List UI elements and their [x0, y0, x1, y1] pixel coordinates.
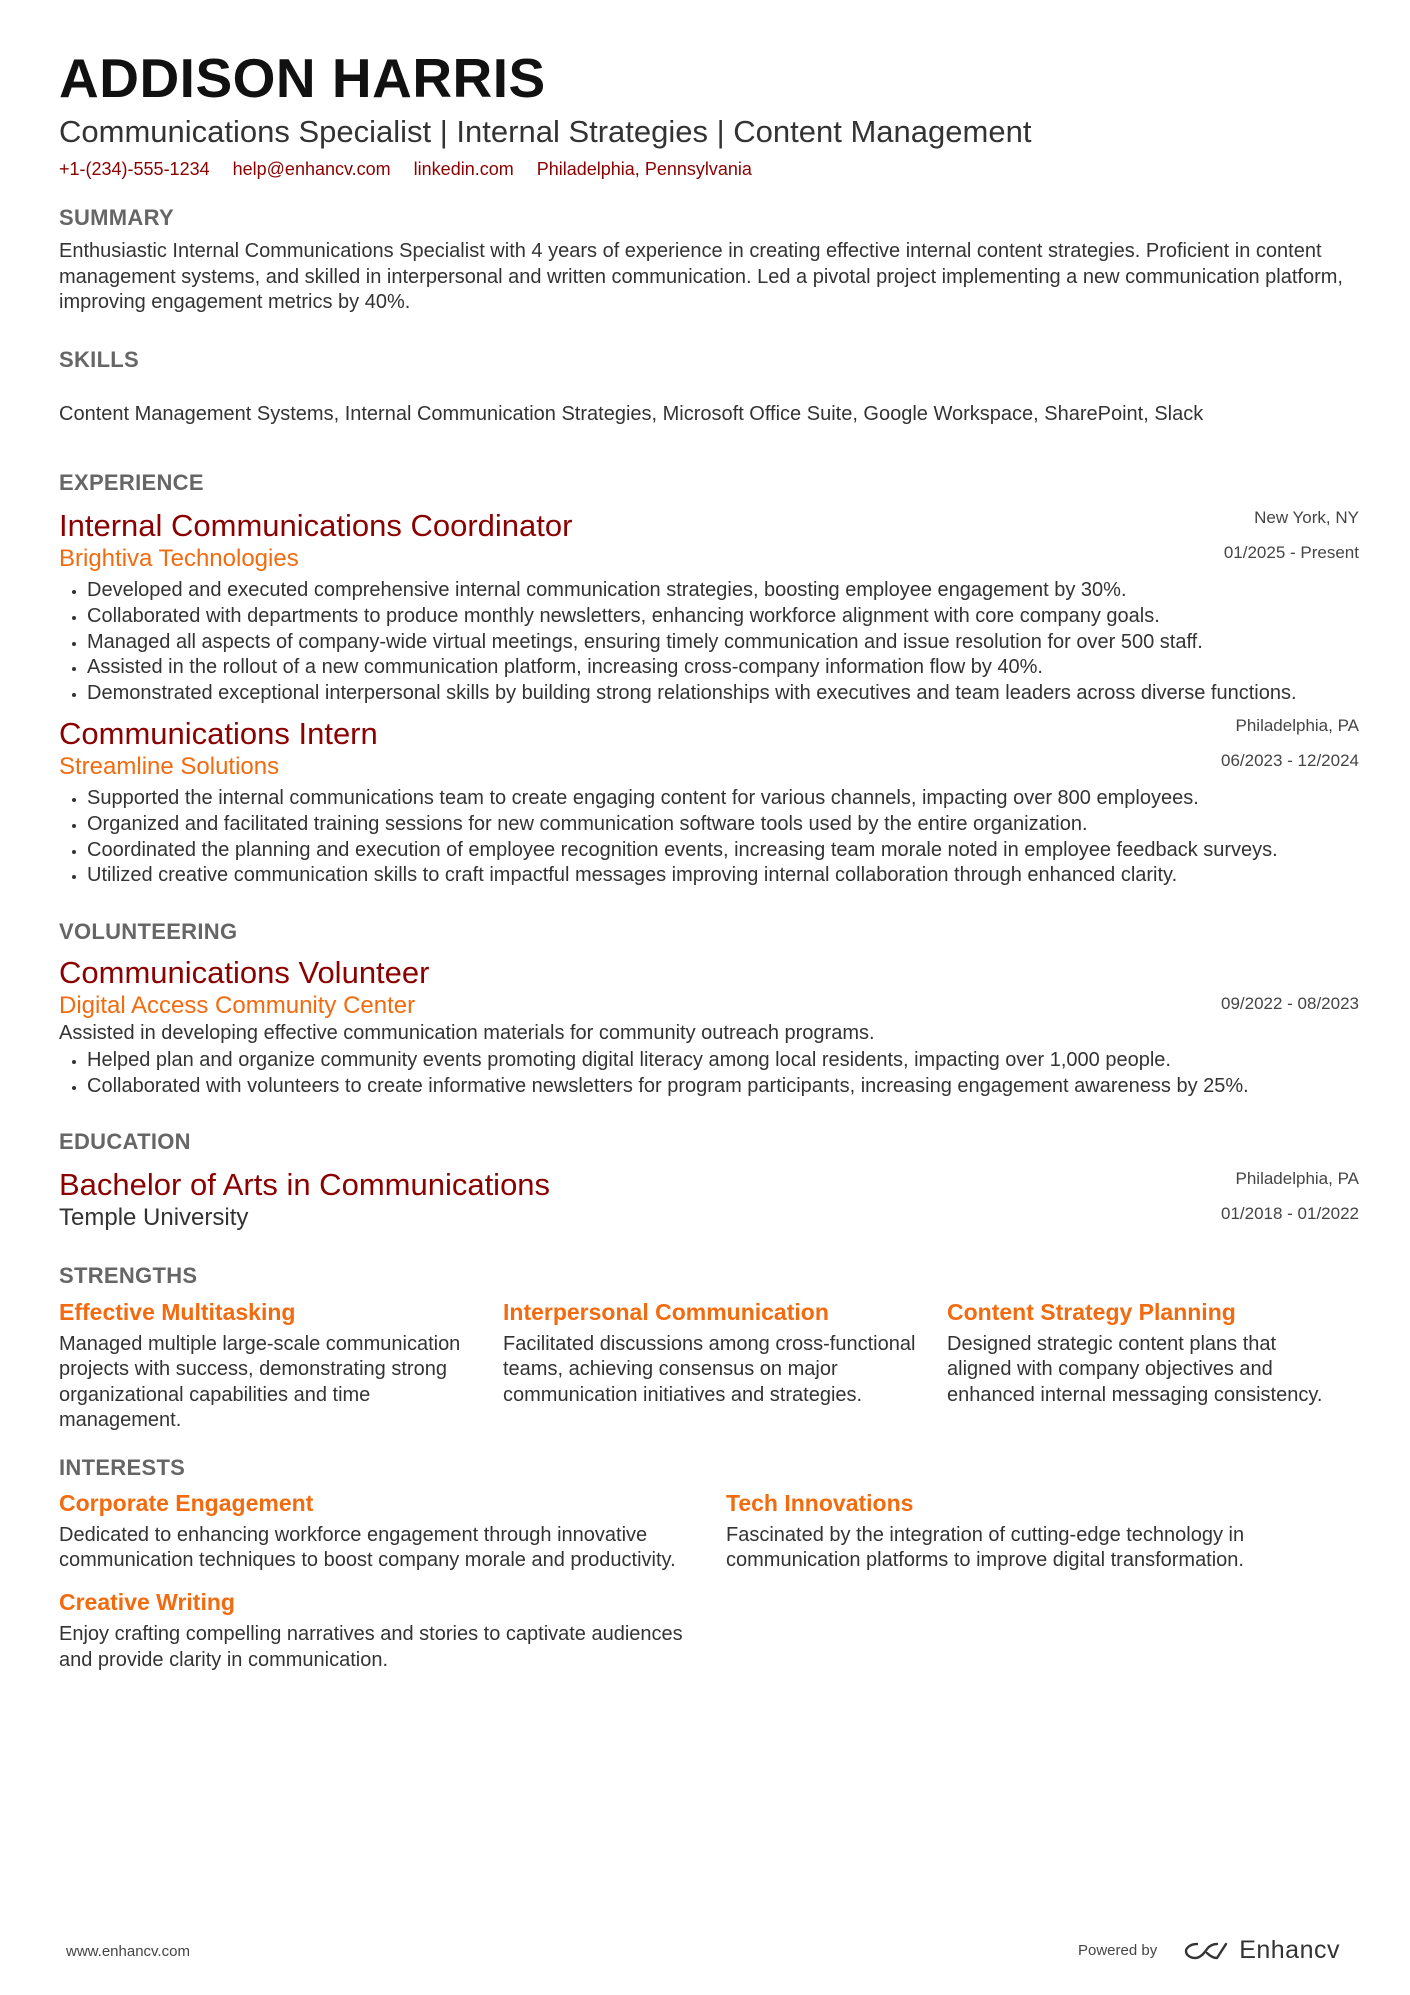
- enhancv-logo-text: Enhancv: [1239, 1936, 1340, 1964]
- candidate-headline: Communications Specialist | Internal Strategies | Content Management: [59, 114, 1032, 149]
- interests-grid: [59, 1489, 1359, 1673]
- experience-entry: [59, 716, 1359, 888]
- job-dates: 01/2025 - Present: [1223, 543, 1359, 563]
- job-bullet: • Managed all aspects of company-wide virtual meetings, ensuring timely communication and issue resolution for over 500 staff.: [87, 630, 1359, 656]
- powered-by-label: Powered by: [1077, 1942, 1158, 1959]
- interest-title: Creative Writing: [59, 1589, 235, 1616]
- skills-heading: SKILLS: [59, 346, 140, 372]
- experience-entry: [59, 508, 1359, 706]
- education-heading: EDUCATION: [59, 1128, 191, 1154]
- job-title: Internal Communications Coordinator: [59, 508, 573, 544]
- volunteer-bullet: • Helped plan and organize community events promoting digital literacy among local residents, impacting over 1,000 people.: [87, 1048, 1359, 1074]
- interest-title: Corporate Engagement: [59, 1489, 314, 1516]
- education-location: Philadelphia, PA: [1235, 1168, 1359, 1188]
- strengths-heading: STRENGTHS: [59, 1262, 198, 1288]
- volunteering-heading: VOLUNTEERING: [59, 918, 238, 944]
- footer-branding: [1078, 1936, 1340, 1965]
- contact-line: [59, 158, 1359, 180]
- contact-phone[interactable]: +1-(234)-555-1234: [59, 159, 210, 179]
- summary-text: Enthusiastic Internal Communications Specialist with 4 years of experience in creating effective internal content strategies. Proficient in content management systems, and skilled in interpersonal and written communication. Led a pivotal project implementing a new communication platform, improving engagement metrics by 40%.: [59, 240, 1343, 314]
- strength-item: [947, 1298, 1359, 1434]
- volunteer-dates: 09/2022 - 08/2023: [1220, 993, 1359, 1013]
- job-bullets: [59, 578, 1359, 706]
- volunteering-entry: [59, 955, 1359, 1100]
- skills-text: Content Management Systems, Internal Communication Strategies, Microsoft Office Suite, Google Workspace, SharePoint, Slack: [59, 402, 1204, 425]
- volunteer-bullets: [59, 1048, 1359, 1099]
- resume-content: [59, 46, 1359, 1673]
- interest-description: Dedicated to enhancing workforce engagement through innovative communication techniques to boost company morale and productivity.: [59, 1523, 676, 1572]
- job-bullet: • Organized and facilitated training sessions for new communication software tools used by the entire organization.: [87, 812, 1359, 838]
- experience-heading: EXPERIENCE: [59, 470, 204, 496]
- strength-title: Content Strategy Planning: [947, 1298, 1236, 1325]
- experience-entry-header: [59, 508, 1359, 574]
- interest-description: Fascinated by the integration of cutting-edge technology in communication platforms to improve digital transformation.: [726, 1523, 1245, 1572]
- footer-website[interactable]: www.enhancv.com: [66, 1943, 190, 1960]
- job-bullet: • Coordinated the planning and execution of employee recognition events, increasing team morale noted in employee feedback surveys.: [87, 838, 1359, 864]
- interest-item: [59, 1489, 726, 1574]
- volunteer-bullet: • Collaborated with volunteers to create informative newsletters for program participants, increasing engagement awareness by 25%.: [87, 1074, 1359, 1100]
- job-title: Communications Intern: [59, 716, 378, 752]
- interest-description: Enjoy crafting compelling narratives and stories to captivate audiences and provide clarity in communication.: [59, 1623, 683, 1671]
- job-bullet: • Assisted in the rollout of a new communication platform, increasing cross-company information flow by 40%.: [87, 655, 1359, 681]
- summary-heading: SUMMARY: [59, 205, 174, 230]
- company-name: Brightiva Technologies: [59, 545, 299, 573]
- contact-email[interactable]: help@enhancv.com: [232, 159, 391, 179]
- degree-title: Bachelor of Arts in Communications: [59, 1166, 551, 1202]
- volunteer-description: Assisted in developing effective communication materials for community outreach programs.: [59, 1021, 875, 1044]
- enhancv-logo[interactable]: [1183, 1936, 1340, 1965]
- education-dates: 01/2018 - 01/2022: [1220, 1203, 1359, 1223]
- interest-title: Tech Innovations: [726, 1489, 914, 1516]
- strength-item: [59, 1298, 503, 1434]
- job-bullet: • Utilized creative communication skills to craft impactful messages improving internal collaboration through enhanced clarity.: [87, 863, 1359, 889]
- enhancv-logo-icon: [1183, 1939, 1229, 1963]
- interests-heading: INTERESTS: [59, 1454, 186, 1480]
- company-name: Streamline Solutions: [59, 753, 280, 781]
- contact-linkedin[interactable]: linkedin.com: [413, 159, 514, 179]
- volunteer-org: Digital Access Community Center: [59, 991, 416, 1019]
- strength-description: Managed multiple large-scale communication projects with success, demonstrating strong organizational capabilities and time management.: [59, 1332, 461, 1432]
- candidate-name: ADDISON HARRIS: [59, 47, 546, 109]
- job-bullet: • Collaborated with departments to produce monthly newsletters, enhancing workforce alignment with core company goals.: [87, 604, 1359, 630]
- strength-title: Interpersonal Communication: [503, 1298, 829, 1325]
- education-entry-header: [59, 1167, 1359, 1233]
- contact-location: Philadelphia, Pennsylvania: [536, 159, 752, 179]
- job-location: New York, NY: [1254, 508, 1359, 528]
- volunteering-entry-header: [59, 955, 1359, 1021]
- volunteer-role: Communications Volunteer: [59, 954, 430, 990]
- strength-description: Designed strategic content plans that aligned with company objectives and enhanced internal messaging consistency.: [947, 1332, 1323, 1406]
- education-entry: [59, 1167, 1359, 1233]
- strengths-grid: [59, 1298, 1359, 1434]
- job-bullet: • Demonstrated exceptional interpersonal skills by building strong relationships with executives and team leaders across diverse functions.: [87, 681, 1359, 707]
- experience-entry-header: [59, 716, 1359, 782]
- strength-item: [503, 1298, 947, 1434]
- job-location: Philadelphia, PA: [1235, 716, 1359, 736]
- interest-item: [59, 1588, 726, 1673]
- strength-description: Facilitated discussions among cross-functional teams, achieving consensus on major communication initiatives and strategies.: [503, 1332, 916, 1406]
- job-bullet: • Supported the internal communications team to create engaging content for various channels, impacting over 800 employees.: [87, 786, 1359, 812]
- job-bullets: [59, 786, 1359, 888]
- job-dates: 06/2023 - 12/2024: [1220, 751, 1359, 771]
- strength-title: Effective Multitasking: [59, 1298, 296, 1325]
- job-bullet: • Developed and executed comprehensive internal communication strategies, boosting employee engagement by 30%.: [87, 578, 1359, 604]
- school-name: Temple University: [59, 1203, 249, 1231]
- interest-item: [726, 1489, 1359, 1574]
